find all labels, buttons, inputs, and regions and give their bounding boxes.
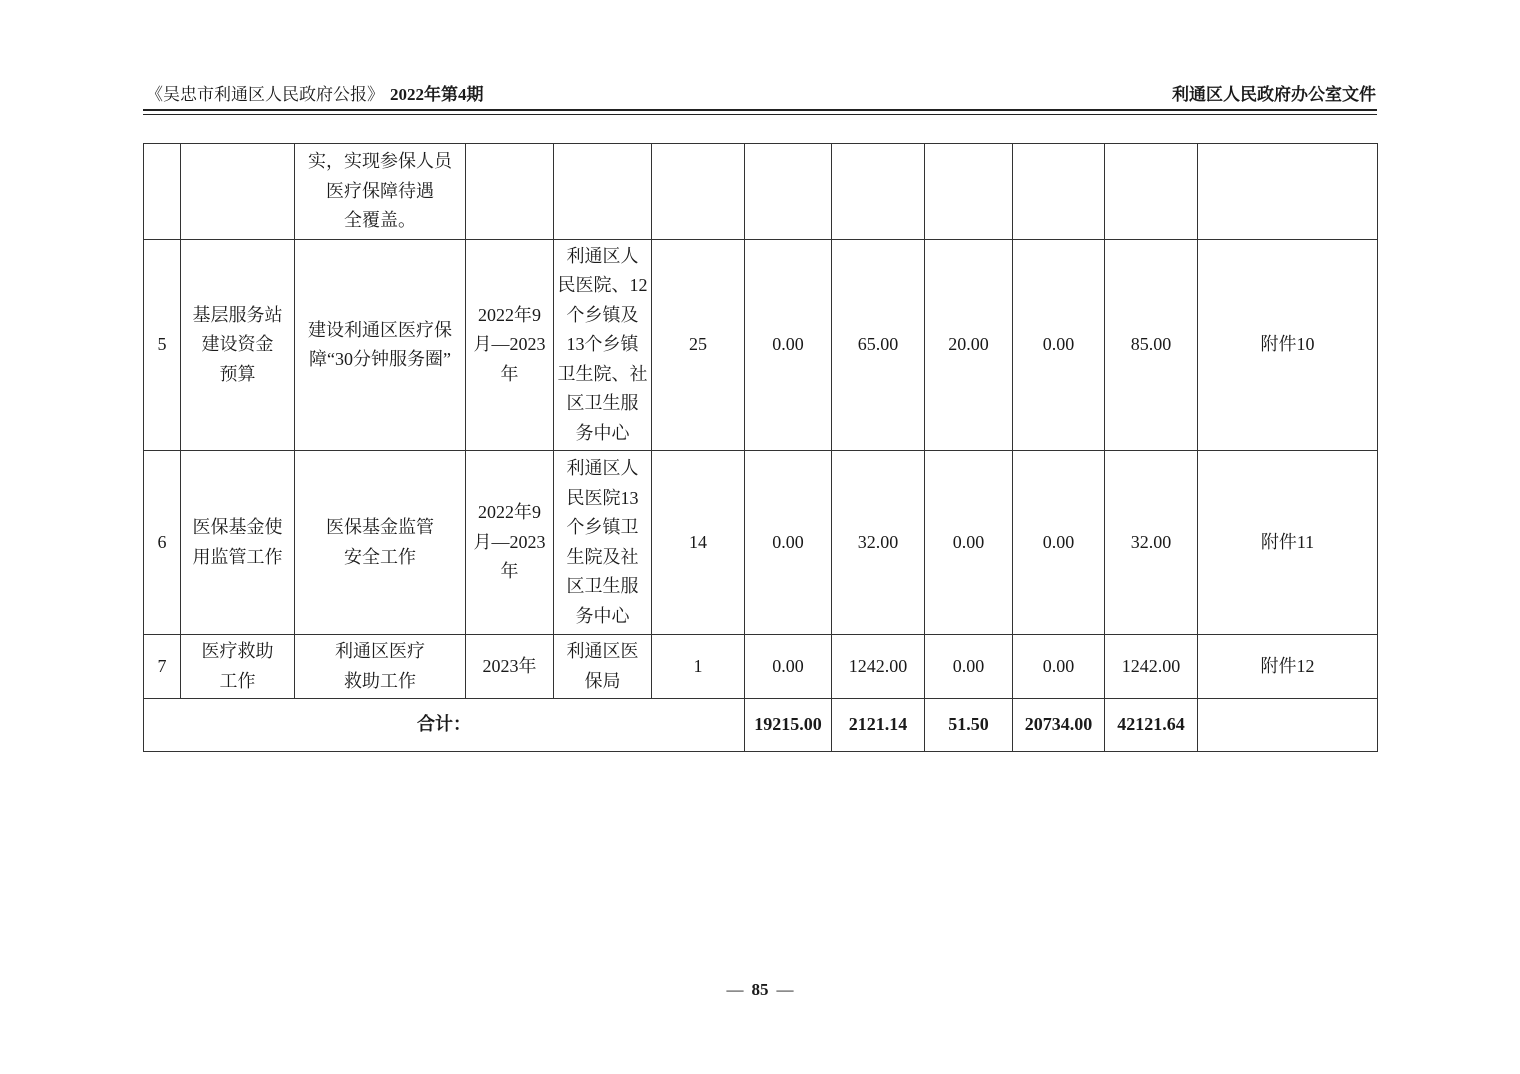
page-number: 85 [751, 980, 769, 999]
count-cell: 25 [652, 240, 745, 451]
content-line: 实，实现参保人员 [308, 151, 452, 172]
content-line: 障“30分钟服务圈” [309, 349, 451, 369]
units-line: 民医院13 [566, 487, 639, 508]
content-cell [295, 240, 466, 451]
row-number-cell: 7 [144, 635, 181, 699]
count-cell: 1 [652, 635, 745, 699]
units-line: 生院及社 [566, 546, 639, 567]
count-cell: 14 [652, 451, 745, 635]
note-cell [1198, 144, 1378, 240]
page-footer [0, 980, 1520, 1000]
row-number-cell: 5 [144, 240, 181, 451]
table-row [144, 451, 1378, 635]
amount-cell: 0.00 [745, 451, 832, 635]
units-line: 卫生院、社 [557, 363, 648, 384]
amount-cell: 0.00 [1013, 451, 1105, 635]
amount-cell [745, 144, 832, 240]
units-line: 个乡镇卫 [566, 517, 639, 537]
project-cell [181, 635, 295, 699]
period-line: 月—2023 [473, 334, 546, 355]
amount-cell: 65.00 [832, 240, 925, 451]
project-cell [181, 451, 295, 635]
period-cell [466, 635, 554, 699]
content-cell [295, 144, 466, 240]
total-amount-cell: 2121.14 [832, 699, 925, 752]
amount-cell: 0.00 [925, 635, 1013, 699]
content-line: 医疗保障待遇 [326, 180, 434, 201]
note-cell: 附件10 [1198, 240, 1378, 451]
amount-cell: 0.00 [745, 635, 832, 699]
total-amount-cell: 51.50 [925, 699, 1013, 752]
count-cell [652, 144, 745, 240]
total-amount-cell: 19215.00 [745, 699, 832, 752]
table-row [144, 635, 1378, 699]
project-line: 工作 [219, 670, 256, 691]
project-cell [181, 240, 295, 451]
project-cell [181, 144, 295, 240]
budget-table [143, 143, 1378, 752]
header-rule-thin [143, 114, 1377, 115]
period-cell [466, 240, 554, 451]
period-line: 年 [500, 363, 519, 384]
table-row [144, 144, 1378, 240]
issuer-header: 利通区人民政府办公室文件 [1172, 85, 1376, 104]
amount-cell: 0.00 [1013, 240, 1105, 451]
units-line: 利通区人 [566, 245, 639, 266]
content-cell [295, 451, 466, 635]
units-line: 区卫生服 [566, 393, 639, 414]
budget-table-body [144, 144, 1378, 752]
journal-title: 《吴忠市利通区人民政府公报》 [146, 85, 384, 104]
units-line: 利通区人 [566, 458, 639, 478]
amount-cell: 32.00 [832, 451, 925, 635]
total-cell: 1242.00 [1105, 635, 1198, 699]
total-amount-cell: 20734.00 [1013, 699, 1105, 752]
project-line: 用监管工作 [192, 546, 283, 567]
units-cell [554, 451, 652, 635]
note-cell: 附件11 [1198, 451, 1378, 635]
row-number-cell [144, 144, 181, 240]
amount-cell: 0.00 [1013, 635, 1105, 699]
amount-cell: 0.00 [745, 240, 832, 451]
period-cell [466, 451, 554, 635]
journal-header [146, 80, 484, 105]
units-line: 务中心 [575, 422, 630, 443]
units-line: 13个乡镇 [566, 334, 639, 355]
period-line: 年 [500, 561, 519, 582]
note-cell: 附件12 [1198, 635, 1378, 699]
amount-cell [832, 144, 925, 240]
amount-cell [1013, 144, 1105, 240]
content-cell [295, 635, 466, 699]
content-line: 安全工作 [344, 546, 416, 567]
period-cell [466, 144, 554, 240]
grand-total-cell: 42121.64 [1105, 699, 1198, 752]
project-line: 医疗救助 [201, 641, 274, 661]
units-line: 民医院、12 [557, 275, 648, 296]
units-line: 利通区医 [566, 641, 639, 661]
period-line: 2022年9 [478, 502, 541, 523]
units-cell [554, 635, 652, 699]
table-row [144, 240, 1378, 451]
project-line: 医保基金使 [192, 517, 283, 537]
period-line: 月—2023 [473, 531, 546, 552]
total-cell [1105, 144, 1198, 240]
units-line: 个乡镇及 [566, 304, 639, 325]
content-line: 全覆盖。 [344, 210, 416, 231]
total-label: 合计： [144, 699, 745, 752]
content-line: 医保基金监管 [326, 517, 434, 537]
units-line: 务中心 [575, 605, 630, 626]
project-line: 预算 [219, 363, 256, 384]
amount-cell: 20.00 [925, 240, 1013, 451]
total-note-cell [1198, 699, 1378, 752]
units-line: 保局 [584, 670, 621, 691]
project-line: 基层服务站 [192, 304, 283, 325]
footer-dash-right: — [776, 980, 794, 999]
total-row [144, 699, 1378, 752]
period-line: 2023年 [482, 655, 537, 676]
content-line: 救助工作 [344, 670, 416, 691]
footer-dash-left: — [726, 980, 744, 999]
period-line: 2022年9 [478, 304, 541, 325]
amount-cell: 1242.00 [832, 635, 925, 699]
journal-issue: 2022年第4期 [390, 85, 484, 104]
total-cell: 85.00 [1105, 240, 1198, 451]
project-line: 建设资金 [201, 334, 274, 355]
units-line: 区卫生服 [566, 576, 639, 596]
row-number-cell: 6 [144, 451, 181, 635]
header-rule-thick [143, 109, 1377, 111]
content-line: 利通区医疗 [335, 641, 425, 661]
amount-cell: 0.00 [925, 451, 1013, 635]
amount-cell [925, 144, 1013, 240]
content-line: 建设利通区医疗保 [308, 319, 452, 340]
total-cell: 32.00 [1105, 451, 1198, 635]
units-cell [554, 240, 652, 451]
units-cell [554, 144, 652, 240]
